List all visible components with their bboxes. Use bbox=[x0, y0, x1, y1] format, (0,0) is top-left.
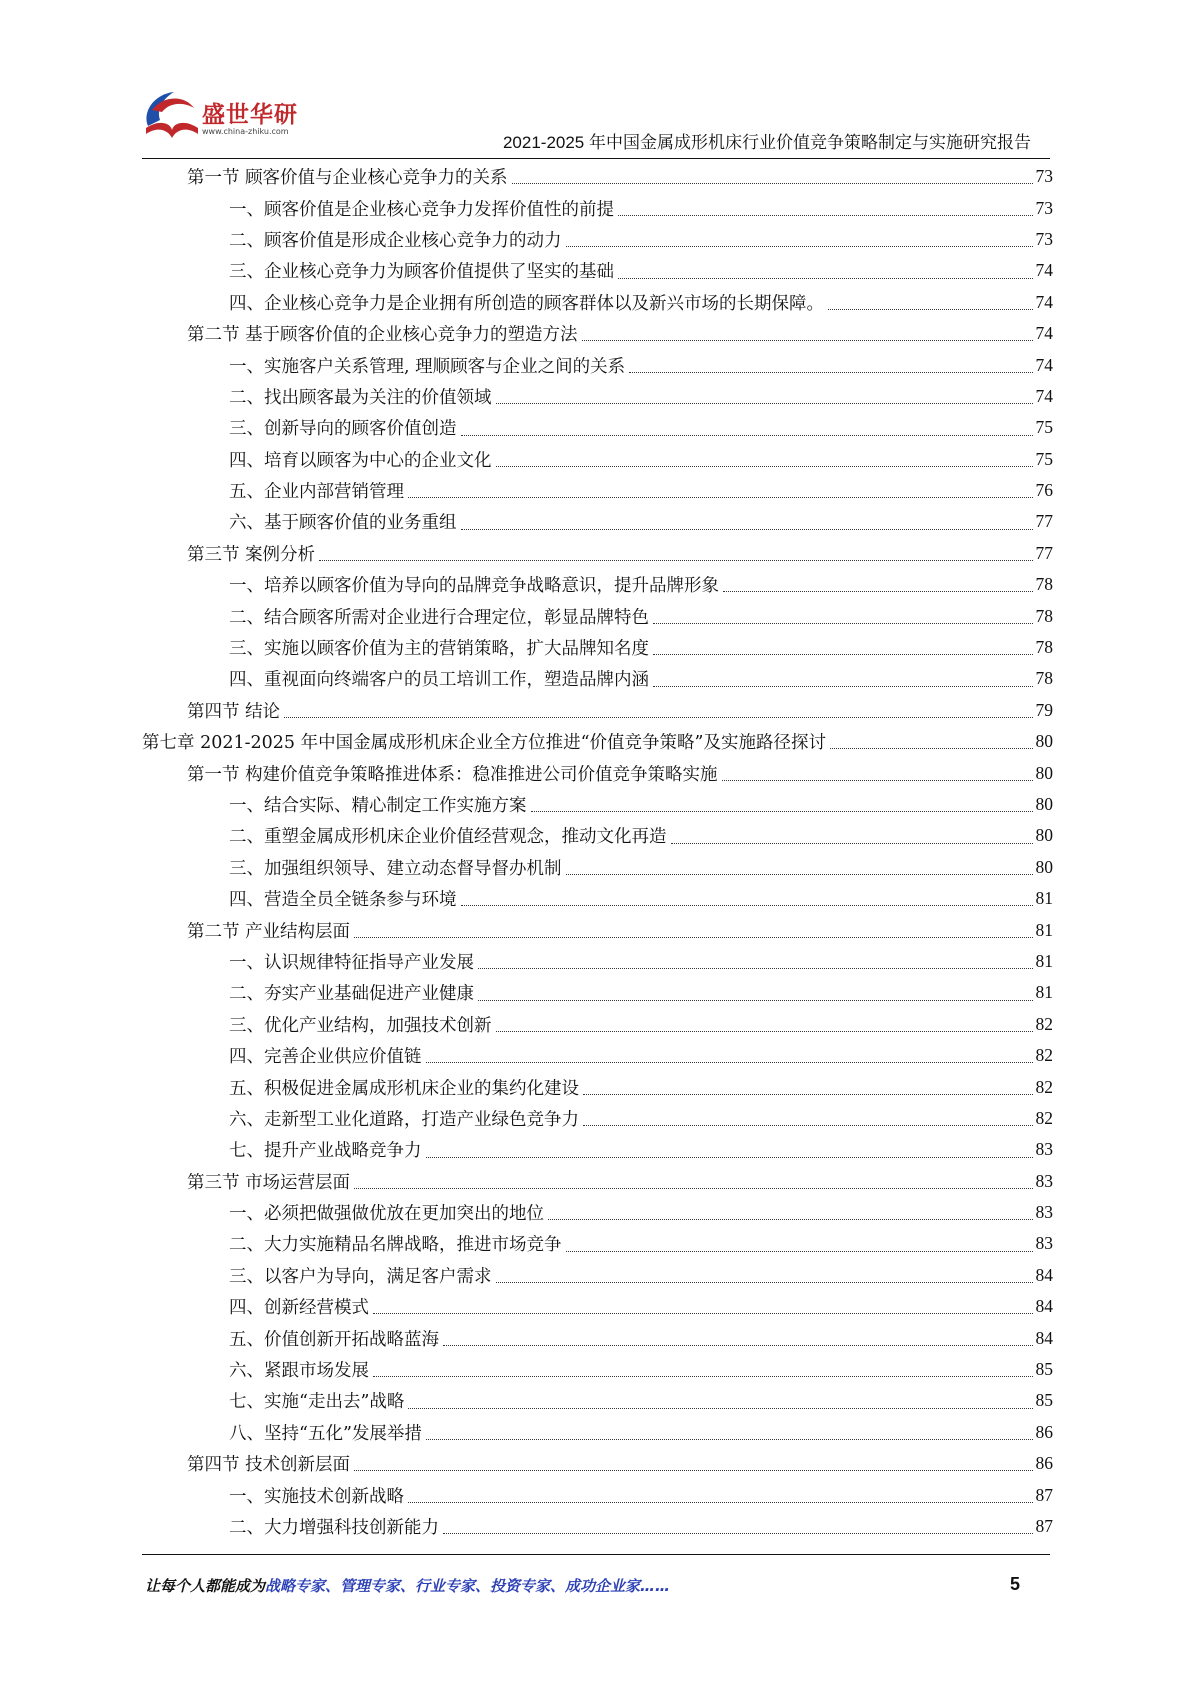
toc-entry[interactable] bbox=[142, 538, 1053, 569]
toc-entry[interactable] bbox=[142, 852, 1053, 883]
toc-entry-title: 第三节 市场运营层面 bbox=[187, 1172, 351, 1193]
toc-entry-page: 73 bbox=[1035, 166, 1053, 187]
toc-entry-title: 五、积极促进金属成形机床企业的集约化建设 bbox=[229, 1078, 579, 1099]
toc-entry-title: 二、重塑金属成形机床企业价值经营观念，推动文化再造 bbox=[229, 827, 667, 848]
toc-entry-title: 五、价值创新开拓战略蓝海 bbox=[229, 1329, 439, 1350]
toc-entry-title: 六、基于顾客价值的业务重组 bbox=[229, 513, 457, 534]
toc-dot-leader bbox=[653, 685, 1033, 687]
header-divider bbox=[142, 158, 1050, 159]
slogan-prefix: 让每个人都能成为 bbox=[145, 1577, 266, 1595]
toc-dot-leader bbox=[512, 182, 1033, 184]
toc-entry[interactable] bbox=[142, 946, 1053, 977]
logo-url: www.china-zhiku.com bbox=[202, 127, 289, 136]
toc-dot-leader bbox=[531, 810, 1033, 812]
toc-dot-leader bbox=[583, 1124, 1033, 1126]
toc-entry-page: 80 bbox=[1035, 856, 1053, 877]
toc-entry-title: 一、培养以顾客价值为导向的品牌竞争战略意识，提升品牌形象 bbox=[229, 576, 719, 597]
toc-entry-title: 四、企业核心竞争力是企业拥有所创造的顾客群体以及新兴市场的长期保障。 bbox=[229, 293, 824, 314]
toc-entry-title: 一、结合实际、精心制定工作实施方案 bbox=[229, 796, 527, 816]
toc-entry-page: 83 bbox=[1035, 1202, 1053, 1223]
toc-entry-page: 87 bbox=[1035, 1515, 1053, 1536]
toc-dot-leader bbox=[426, 1061, 1033, 1063]
toc-dot-leader bbox=[671, 842, 1033, 844]
toc-entry-title: 三、以客户为导向，满足客户需求 bbox=[229, 1266, 492, 1287]
toc-entry-page: 83 bbox=[1035, 1170, 1053, 1191]
toc-entry-page: 81 bbox=[1035, 888, 1053, 909]
toc-entry-title: 三、创新导向的顾客价值创造 bbox=[229, 419, 457, 440]
toc-entry[interactable] bbox=[142, 1134, 1053, 1165]
toc-dot-leader bbox=[723, 590, 1033, 592]
toc-entry-title: 四、完善企业供应价值链 bbox=[229, 1047, 422, 1068]
toc-dot-leader bbox=[583, 1093, 1033, 1095]
toc-entry-page: 78 bbox=[1035, 668, 1053, 689]
toc-entry-page: 84 bbox=[1035, 1327, 1053, 1348]
toc-entry-title: 七、提升产业战略竞争力 bbox=[229, 1141, 422, 1162]
toc-entry[interactable] bbox=[142, 349, 1053, 380]
toc-entry[interactable] bbox=[142, 1354, 1053, 1385]
toc-entry-page: 75 bbox=[1035, 417, 1053, 438]
toc-entry-title: 二、结合顾客所需对企业进行合理定位，彰显品牌特色 bbox=[229, 607, 649, 628]
toc-entry-title: 八、坚持“五化”发展举措 bbox=[229, 1423, 422, 1444]
toc-entry-page: 73 bbox=[1035, 197, 1053, 218]
toc-entry-page: 74 bbox=[1035, 354, 1053, 375]
toc-dot-leader bbox=[722, 779, 1033, 781]
toc-dot-leader bbox=[496, 402, 1033, 404]
toc-entry-page: 80 bbox=[1035, 762, 1053, 783]
toc-entry[interactable] bbox=[142, 412, 1053, 443]
toc-dot-leader bbox=[566, 873, 1033, 875]
toc-entry[interactable] bbox=[142, 318, 1053, 349]
toc-dot-leader bbox=[354, 1469, 1032, 1471]
toc-entry-title: 第三节 案例分析 bbox=[187, 544, 316, 565]
toc-entry-page: 78 bbox=[1035, 637, 1053, 658]
toc-entry[interactable] bbox=[142, 475, 1053, 506]
toc-entry-page: 87 bbox=[1035, 1484, 1053, 1505]
toc-entry[interactable] bbox=[142, 789, 1053, 820]
toc-dot-leader bbox=[582, 339, 1033, 341]
toc-dot-leader bbox=[496, 465, 1033, 467]
toc-entry-title: 三、实施以顾客价值为主的营销策略，扩大品牌知名度 bbox=[229, 639, 649, 660]
toc-entry-title: 第四节 技术创新层面 bbox=[187, 1455, 351, 1476]
toc-dot-leader bbox=[443, 1344, 1033, 1346]
toc-entry-title: 三、优化产业结构，加强技术创新 bbox=[229, 1015, 492, 1036]
toc-dot-leader bbox=[653, 622, 1033, 624]
toc-entry[interactable] bbox=[142, 1448, 1053, 1479]
toc-entry[interactable] bbox=[142, 1228, 1053, 1259]
toc-entry-title: 二、顾客价值是形成企业核心竞争力的动力 bbox=[229, 230, 562, 251]
toc-entry-title: 一、认识规律特征指导产业发展 bbox=[229, 952, 474, 973]
toc-dot-leader bbox=[653, 653, 1033, 655]
toc-entry[interactable] bbox=[142, 1511, 1053, 1542]
toc-dot-leader bbox=[354, 1187, 1032, 1189]
toc-entry-title: 七、实施“走出去”战略 bbox=[229, 1392, 405, 1413]
toc-entry[interactable] bbox=[142, 663, 1053, 694]
toc-entry-page: 82 bbox=[1035, 1013, 1053, 1034]
toc-dot-leader bbox=[284, 716, 1032, 718]
toc-entry[interactable] bbox=[142, 632, 1053, 663]
toc-entry[interactable] bbox=[142, 1385, 1053, 1416]
toc-entry-page: 84 bbox=[1035, 1264, 1053, 1285]
toc-entry-page: 82 bbox=[1035, 1076, 1053, 1097]
toc-dot-leader bbox=[478, 967, 1033, 969]
toc-dot-leader bbox=[566, 1250, 1033, 1252]
toc-entry[interactable] bbox=[142, 161, 1053, 192]
toc-entry-page: 85 bbox=[1035, 1390, 1053, 1411]
toc-entry[interactable] bbox=[142, 726, 1053, 757]
footer-divider bbox=[142, 1554, 1050, 1555]
toc-entry-title: 六、走新型工业化道路，打造产业绿色竞争力 bbox=[229, 1109, 579, 1130]
toc-entry[interactable] bbox=[142, 1009, 1053, 1040]
toc-dot-leader bbox=[566, 245, 1033, 247]
table-of-contents bbox=[142, 161, 1053, 1542]
toc-entry-page: 83 bbox=[1035, 1139, 1053, 1160]
page-number: 5 bbox=[1010, 1574, 1021, 1594]
toc-entry[interactable] bbox=[142, 1417, 1053, 1448]
toc-entry-title: 三、加强组织领导、建立动态督导督办机制 bbox=[229, 858, 562, 879]
toc-entry-page: 85 bbox=[1035, 1359, 1053, 1380]
toc-entry-page: 81 bbox=[1035, 982, 1053, 1003]
toc-entry-title: 六、紧跟市场发展 bbox=[229, 1361, 369, 1382]
toc-entry-page: 74 bbox=[1035, 291, 1053, 312]
toc-entry[interactable] bbox=[142, 1040, 1053, 1071]
toc-entry[interactable] bbox=[142, 600, 1053, 631]
toc-entry-title: 二、大力增强科技创新能力 bbox=[229, 1517, 439, 1538]
toc-dot-leader bbox=[618, 277, 1033, 279]
toc-dot-leader bbox=[828, 308, 1033, 310]
toc-entry-title: 第一节 构建价值竞争策略推进体系：稳准推进公司价值竞争策略实施 bbox=[187, 764, 718, 785]
toc-dot-leader bbox=[373, 1375, 1033, 1377]
toc-entry-page: 80 bbox=[1035, 731, 1053, 752]
toc-entry-title: 一、顾客价值是企业核心竞争力发挥价值性的前提 bbox=[229, 199, 614, 220]
toc-dot-leader bbox=[461, 904, 1033, 906]
toc-dot-leader bbox=[478, 999, 1033, 1001]
toc-entry[interactable] bbox=[142, 1071, 1053, 1102]
footer-slogan bbox=[145, 1575, 670, 1596]
toc-entry-title: 三、企业核心竞争力为顾客价值提供了坚实的基础 bbox=[229, 262, 614, 283]
toc-dot-leader bbox=[408, 1501, 1033, 1503]
toc-entry[interactable] bbox=[142, 914, 1053, 945]
toc-dot-leader bbox=[629, 371, 1032, 373]
toc-entry-title: 四、培育以顾客为中心的企业文化 bbox=[229, 450, 492, 471]
toc-entry[interactable] bbox=[142, 1166, 1053, 1197]
toc-dot-leader bbox=[496, 1281, 1033, 1283]
toc-entry-page: 82 bbox=[1035, 1045, 1053, 1066]
toc-entry-page: 86 bbox=[1035, 1421, 1053, 1442]
toc-entry-page: 76 bbox=[1035, 480, 1053, 501]
toc-dot-leader bbox=[354, 936, 1032, 938]
toc-entry[interactable] bbox=[142, 444, 1053, 475]
toc-entry-page: 77 bbox=[1035, 542, 1053, 563]
toc-entry[interactable] bbox=[142, 192, 1053, 223]
logo-name: 盛世华研 bbox=[202, 102, 298, 128]
toc-entry-page: 77 bbox=[1035, 511, 1053, 532]
toc-entry-page: 81 bbox=[1035, 919, 1053, 940]
toc-entry-title: 二、夯实产业基础促进产业健康 bbox=[229, 984, 474, 1005]
toc-entry-page: 74 bbox=[1035, 260, 1053, 281]
toc-entry[interactable] bbox=[142, 757, 1053, 788]
toc-dot-leader bbox=[319, 559, 1032, 561]
toc-entry-title: 五、企业内部营销管理 bbox=[229, 482, 404, 503]
toc-entry[interactable] bbox=[142, 977, 1053, 1008]
toc-entry-title: 四、创新经营模式 bbox=[229, 1298, 369, 1319]
slogan-highlight: 战略专家、管理专家、行业专家、投资专家、成功企业家…… bbox=[265, 1577, 671, 1595]
toc-entry-title: 第四节 结论 bbox=[187, 701, 281, 722]
toc-entry-page: 80 bbox=[1035, 794, 1053, 814]
toc-dot-leader bbox=[496, 1030, 1033, 1032]
toc-entry[interactable] bbox=[142, 820, 1053, 851]
page-header bbox=[0, 0, 1191, 160]
toc-entry-page: 83 bbox=[1035, 1233, 1053, 1254]
toc-entry[interactable] bbox=[142, 1479, 1053, 1510]
toc-entry-page: 86 bbox=[1035, 1453, 1053, 1474]
toc-entry-page: 80 bbox=[1035, 825, 1053, 846]
toc-entry[interactable] bbox=[142, 381, 1053, 412]
toc-entry[interactable] bbox=[142, 255, 1053, 286]
toc-entry[interactable] bbox=[142, 1197, 1053, 1228]
logo-emblem-icon bbox=[140, 86, 200, 142]
toc-entry-title: 第二节 产业结构层面 bbox=[187, 921, 351, 942]
toc-entry[interactable] bbox=[142, 569, 1053, 600]
toc-entry-page: 78 bbox=[1035, 605, 1053, 626]
toc-dot-leader bbox=[461, 434, 1033, 436]
toc-dot-leader bbox=[408, 496, 1033, 498]
toc-entry[interactable] bbox=[142, 1291, 1053, 1322]
toc-entry[interactable] bbox=[142, 1322, 1053, 1353]
toc-entry-page: 78 bbox=[1035, 574, 1053, 595]
toc-entry-title: 第二节 基于顾客价值的企业核心竞争力的塑造方法 bbox=[187, 325, 578, 346]
toc-dot-leader bbox=[461, 528, 1033, 530]
toc-dot-leader bbox=[618, 214, 1033, 216]
toc-entry-page: 82 bbox=[1035, 1107, 1053, 1128]
toc-entry-page: 74 bbox=[1035, 385, 1053, 406]
toc-dot-leader bbox=[426, 1438, 1033, 1440]
toc-entry-title: 二、大力实施精品名牌战略，推进市场竞争 bbox=[229, 1235, 562, 1256]
toc-entry[interactable] bbox=[142, 1260, 1053, 1291]
toc-entry-title: 四、重视面向终端客户的员工培训工作，塑造品牌内涵 bbox=[229, 670, 649, 691]
toc-entry-title: 四、营造全员全链条参与环境 bbox=[229, 890, 457, 911]
toc-dot-leader bbox=[548, 1218, 1033, 1220]
toc-entry[interactable] bbox=[142, 224, 1053, 255]
toc-entry-title: 一、实施客户关系管理, 理顺顾客与企业之间的关系 bbox=[229, 356, 626, 377]
toc-entry-page: 73 bbox=[1035, 228, 1053, 249]
toc-entry-title: 一、实施技术创新战略 bbox=[229, 1486, 404, 1507]
toc-entry-page: 81 bbox=[1035, 950, 1053, 971]
toc-entry-page: 74 bbox=[1035, 323, 1053, 344]
toc-dot-leader bbox=[443, 1532, 1033, 1534]
company-logo bbox=[140, 86, 320, 146]
toc-dot-leader bbox=[426, 1156, 1033, 1158]
toc-entry[interactable] bbox=[142, 506, 1053, 537]
toc-entry[interactable] bbox=[142, 1103, 1053, 1134]
toc-dot-leader bbox=[373, 1312, 1033, 1314]
toc-entry[interactable] bbox=[142, 287, 1053, 318]
toc-entry-page: 75 bbox=[1035, 448, 1053, 469]
toc-entry-title: 一、必须把做强做优放在更加突出的地位 bbox=[229, 1204, 544, 1225]
toc-entry-page: 79 bbox=[1035, 699, 1053, 720]
toc-dot-leader bbox=[408, 1407, 1032, 1409]
toc-entry-title: 二、找出顾客最为关注的价值领域 bbox=[229, 387, 492, 408]
toc-entry[interactable] bbox=[142, 883, 1053, 914]
report-title: 2021-2025 年中国金属成形机床行业价值竞争策略制定与实施研究报告 bbox=[502, 133, 1031, 152]
toc-dot-leader bbox=[830, 747, 1032, 749]
toc-entry-title: 第一节 顾客价值与企业核心竞争力的关系 bbox=[187, 168, 508, 189]
toc-entry-page: 84 bbox=[1035, 1296, 1053, 1317]
toc-entry[interactable] bbox=[142, 695, 1053, 726]
toc-entry-title: 第七章 2021-2025 年中国金属成形机床企业全方位推进“价值竞争策略”及实施路径探讨 bbox=[142, 733, 827, 754]
